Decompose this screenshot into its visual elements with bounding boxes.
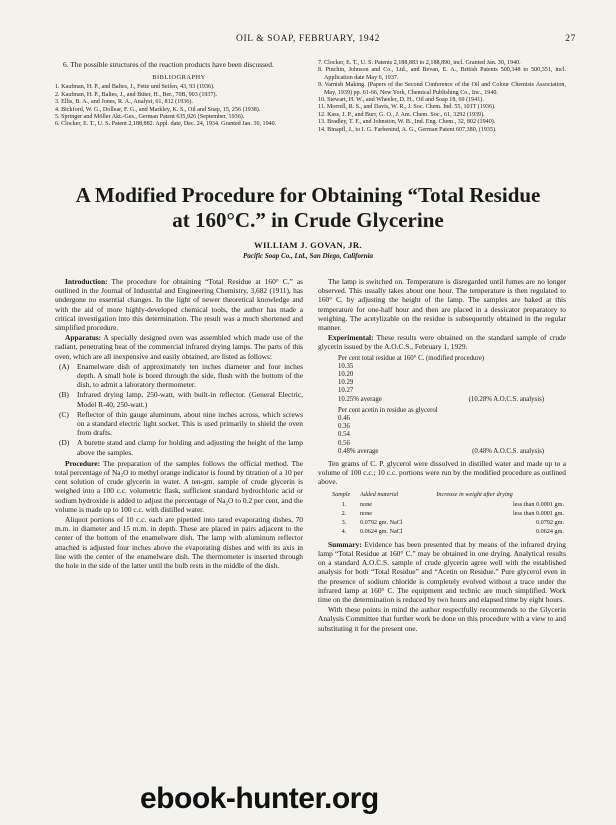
- bib-ref: 7. Clocker, E. T., U. S. Patents 2,188,883 to 2,188,890, incl. Granted Jan. 30, 1940.: [318, 60, 521, 66]
- residue-results: [338, 355, 566, 456]
- table-cell: 0.0624 gm. NaCl: [360, 528, 403, 536]
- apparatus-list: [55, 362, 303, 457]
- bib-ref: 6. Clocker, E. T., U. S. Patent 2,188,882. Appl. date, Dec. 24, 1934. Granted Jan. 30, 1940.: [55, 121, 277, 128]
- table-cell: 3.: [341, 519, 347, 527]
- item-text: Infrared drying lamp, 250-watt, with built-in reflector. (General Electric, Model R-40, 250-watt.): [77, 390, 303, 409]
- residue-value: 10.20: [338, 371, 354, 379]
- item-key: (A): [59, 361, 70, 371]
- experimental-label: Experimental:: [328, 333, 374, 343]
- author-name: WILLIAM J. GOVAN, JR.: [253, 240, 363, 250]
- procedure-text: The preparation of the samples follows the official method. The total percentage of Na₂O to methyl orange indicator is found by titration of a 10 per cent solution of crude glycerin in water. A ten-gm. sample of crude glycerin is weighed into a 100 c.c. volumetric flask, sufficient standard hydrochloric acid or sodium hydroxide is added to adjust the percentage of Na₂O to 0.2 per cent, and the volume is made up to 100 c.c. with distilled water.: [55, 458, 303, 514]
- page-number: 27: [565, 34, 576, 44]
- experimental-text: These results were obtained on the standard sample of crude glycerin issued by the A.O.C.S., February 1, 1929.: [318, 333, 566, 352]
- table-cell: 0.0792 gm. NaCl: [360, 519, 403, 527]
- apparatus-item: [55, 390, 303, 408]
- acetin-average-row: [338, 448, 566, 456]
- item-key: (D): [59, 438, 70, 448]
- table-cell: 4.: [341, 528, 347, 536]
- residue-average: 10.25% average: [338, 395, 382, 403]
- table-cell: none: [360, 500, 373, 508]
- summary-text: Evidence has been presented that by means of the infrared drying lamp “Total Residue at 160° C.” may be obtained in one drying. Analytical results on a standard A.O.C.S. sample of crude glycerin agree well with the established analysis for both “Total Residue” and “Acetin on Residue.” Pure glycerol even in the presence of sodium chloride is completely evolved without a trace under the infrared lamp at 160° C. The equipment and technic are much simplified. Work time on the determination is reduced by two hours and elapsed time by eight hours.: [318, 539, 566, 604]
- acetin-value: 0.46: [338, 415, 350, 423]
- experimental-paragraph: [318, 333, 566, 351]
- item-text: Enamelware dish of approximately ten inches diameter and four inches depth. A small hole is bored through the side, flush with the bottom of the dish, to admit a laboratory thermometer.: [77, 361, 303, 390]
- item-text: A burette stand and clamp for holding and adjusting the height of the lamp above the samples.: [77, 438, 303, 457]
- apparatus-text: A specially designed oven was assembled which made use of the radiant, penetrating heat of the commercial infrared drying lamps. The parts of this oven, which are all inexpensive and easily obtained, are listed as follows:: [55, 333, 303, 361]
- bib-ref: 4. Bickford, W. G., Dollear, F. G., and Markley, K. S., Oil and Soap, 15, 256 (1938).: [55, 106, 261, 113]
- conclusion-item-6: 6. The possible structures of the reaction products have been discussed.: [63, 60, 274, 69]
- table-header-row: [330, 490, 566, 500]
- residue-results-title: Per cent total residue at 160° C. (modified procedure): [338, 354, 484, 362]
- author-affiliation: Pacific Soap Co., Ltd., San Diego, California: [242, 252, 374, 260]
- apparatus-item: [55, 438, 303, 456]
- table-row: [330, 518, 566, 527]
- apparatus-item: [55, 362, 303, 390]
- bib-ref: 5. Springer and Möller Akt.-Ges., German Patent 635,926 (September, 1936).: [55, 114, 245, 121]
- bib-ref: 11. Morrell, R. S., and Davis, W. R., J. Soc. Chem. Ind. 55, 101T (1936).: [318, 104, 496, 111]
- bib-ref: 9. Varnish Making. (Papers of the Second Conference of the Oil and Colour Chemists Association, May, 1939) pp. 61-66, New York, Chemical Publishing Co., Inc., 1940.: [318, 82, 566, 96]
- bib-ref: 3. Ellis, B. A., and Jones, R. A., Analyst, 61, 812 (1936).: [55, 99, 193, 106]
- acetin-value: 0.54: [338, 431, 350, 439]
- apparatus-item: [55, 410, 303, 438]
- bib-ref: 1. Kaufman, H. P., and Baltes, J., Fette und Seifen, 43, 93 (1936).: [55, 84, 215, 91]
- table-header-increase: Increase in weight after drying: [436, 490, 513, 498]
- bibliography-list: [55, 84, 303, 128]
- cp-glycerol-paragraph: Ten grams of C. P. glycerol were dissolved in distilled water and made up to a volume of 100 c.c.; 10 c.c. portions were run by the modified procedure as outlined above.: [318, 459, 566, 487]
- table-cell: none: [360, 510, 373, 518]
- introduction-label: Introduction:: [65, 277, 108, 286]
- bib-ref: 13. Bradley, T. F., and Johnston, W. B., Ind. Eng. Chem., 32, 802 (1940).: [318, 119, 496, 126]
- bib-ref: 14. Binapfl, J., to I. G. Farbenind, A. G., German Patent 607,380, (1935).: [318, 126, 497, 133]
- residue-value: 10.29: [338, 379, 354, 387]
- summary-label: Summary:: [328, 539, 362, 549]
- table-cell: 1.: [341, 500, 347, 508]
- item-key: (B): [59, 390, 69, 400]
- bib-ref: 10. Stewart, H. W., and Wheeler, D. H., Oil and Soap 18, 69 (1941).: [318, 97, 484, 104]
- acetin-aocs: (0.48% A.O.C.S. analysis): [472, 447, 544, 455]
- glycerol-table: [330, 490, 566, 537]
- article-title-line-1: A Modified Procedure for Obtaining “Total Residue: [75, 183, 541, 207]
- table-header-added: Added material: [360, 490, 399, 498]
- top-right-column: [318, 60, 566, 134]
- table-header-sample: Sample: [332, 490, 351, 498]
- article-title: [40, 183, 576, 233]
- article-title-line-2: at 160°C.” in Crude Glycerine: [172, 208, 444, 232]
- bibliography-title: BIBLIOGRAPHY: [152, 74, 206, 82]
- body-right-column: [318, 277, 566, 634]
- item-key: (C): [59, 409, 69, 419]
- journal-header: OIL & SOAP, FEBRUARY, 1942: [236, 34, 380, 44]
- closing-paragraph: With these points in mind the author respectfully recommends to the Glycerin Analysis Committee that further work be done on this procedure with a view to and substituting it for the present one.: [318, 605, 566, 633]
- acetin-value: 0.56: [338, 439, 350, 447]
- acetin-average: 0.48% average: [338, 447, 379, 455]
- procedure-label: Procedure:: [65, 458, 101, 468]
- acetin-value: 0.36: [338, 423, 350, 431]
- body-left-column: [55, 277, 303, 571]
- aliquot-paragraph: Aliquot portions of 10 c.c. each are pipetted into tared evaporating dishes, 70 m.m. in diameter and 15 m.m. in depth. These are placed in pairs adjacent to the center of the bottom of the enamelware dish. The lamp with aluminum reflector attached is adjusted four inches above the evaporating dishes and with its axis in line with the center of the enamelware dish. The thermometer is inserted through the hole in the side of the latter until the bulb rests in the middle of the dish.: [55, 515, 303, 571]
- introduction-text: The procedure for obtaining “Total Residue at 160° C.” as outlined in the Journal of Industrial and Engineering Chemistry, 3,682 (1911), has undergone no essential changes. In the light of newer theoretical knowledge and with the aid of more highly-developed chemical tools, the author has made a critical investigation into this determination. The result was a much shortened and simplified procedure.: [55, 277, 303, 333]
- table-cell: less than 0.0001 gm.: [512, 510, 564, 518]
- bib-ref: 8. Pinchin, Johnson and Co., Ltd., and Bevan, E. A., British Patents 500,348 to 500,351, incl. Application date May 6, 1937.: [318, 67, 566, 81]
- residue-average-row: [338, 396, 566, 404]
- item-text: Reflector of thin gauge aluminum, about nine inches across, which screws on a standard electric light socket. This is used primarily to shield the oven from drafts.: [77, 409, 303, 438]
- table-cell: 2.: [341, 510, 347, 518]
- table-row: [330, 500, 566, 509]
- acetin-results-title: Per cent acetin in residue as glycerol: [338, 406, 438, 414]
- watermark-text: ebook-hunter.org: [140, 782, 379, 815]
- bib-ref: 2. Kaufman, H. P., Baltes, J., and Büter, H., Ber., 70B, 903 (1937).: [55, 91, 218, 98]
- table-row: [330, 527, 566, 536]
- apparatus-label: Apparatus:: [65, 333, 102, 343]
- bibliography-list-continued: [318, 60, 566, 134]
- lamp-paragraph: The lamp is switched on. Temperature is disregarded until fumes are no longer observed. This usually takes about one hour. The temperature is then regulated to 160° C. by adjusting the height of the lamp. The samples are baked at this temperature for one-half hour and then are placed in a dessicator preparatory to weighing. The acetylizable on the residue is subsequently obtained in the regular manner.: [318, 277, 566, 333]
- summary-paragraph: [318, 540, 566, 604]
- residue-value: 10.27: [338, 387, 354, 395]
- table-row: [330, 509, 566, 518]
- residue-aocs: (10.28% A.O.C.S. analysis): [468, 395, 544, 403]
- bib-ref: 12. Kass, J. P., and Burr, G. O., J. Am. Chem. Soc., 61, 3292 (1939).: [318, 111, 485, 118]
- table-cell: 0.0792 gm.: [535, 519, 564, 527]
- residue-value: 10.35: [338, 362, 354, 370]
- apparatus-paragraph: [55, 333, 303, 361]
- introduction-paragraph: [55, 277, 303, 332]
- table-cell: less than 0.0001 gm.: [512, 500, 564, 508]
- table-cell: 0.0624 gm.: [535, 528, 564, 536]
- procedure-paragraph: [55, 459, 303, 514]
- top-left-column: [55, 60, 303, 129]
